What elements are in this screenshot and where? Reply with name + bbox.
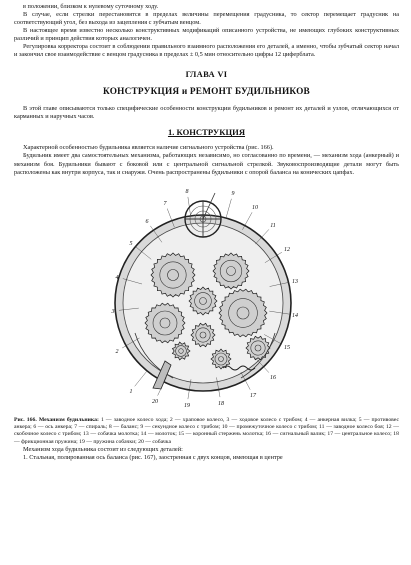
part-number-label: 12 [283,246,290,253]
mechanism-drawing [103,183,303,411]
part-number-label: 20 [151,398,158,405]
part-number-label: 4 [115,274,118,281]
paragraph: В случае, если стрелки перестановятся в пределах величины перемещения градусника, то сектор перемещает градусник на соответствующий угол, без выхода из зацепления с зубчатым венцом. [14,11,399,27]
alarm-clock-mechanism-figure [103,183,303,411]
paragraph: Характерной особенностью будильника является наличие сигнального устройства (рис. 166). [23,144,274,152]
part-number-label: 19 [183,402,190,409]
part-number-label: 7 [163,200,166,207]
part-number-label: 3 [111,308,114,315]
gear-wheel [189,287,217,315]
continuation-text [14,446,399,462]
section-heading: 1. КОНСТРУКЦИЯ [167,127,246,138]
part-number-label: 15 [283,344,290,351]
part-number-label: 17 [249,392,256,399]
part-number-label: 18 [217,400,224,407]
part-number-label: 2 [115,348,118,355]
caption-label: Рис. 166. Механизм будильника: [14,416,99,423]
paragraph: Регулировка корректора состоит в соблюдении правильного взаимного расположения его деталей, а именно, чтобы зубчатый сектор начал и закончил свое взаимодействие с венцом градусника в пределах ± 0,5 мин относительно цифры 12 циферблата. [14,43,399,59]
part-number-label: 9 [231,190,234,197]
paragraph: В настоящее время известно несколько конструктивных модификаций описанного устройства, не имеющих глубоких конструктивных различий и принцип действия которых аналогичен. [14,27,399,43]
part-number-label: 14 [291,312,298,319]
paragraph: 1. Стальная, полированная ось баланса (рис. 167), заостренная с двух концов, имеющая в центре [23,454,283,462]
intro-paragraph: В этой главе описываются только специфические особенности конструкции будильников и ремонт их деталей и узлов, отличающихся от карманных и наручных часов. [14,105,399,121]
part-number-label: 13 [291,278,298,285]
figure-caption [14,417,399,447]
part-number-label: 6 [145,218,148,225]
leader-line [226,198,231,217]
paragraph: в положении, близком к нулевому суточному ходу. [23,3,159,10]
part-number-label: 5 [129,240,132,247]
part-number-label: 10 [251,204,258,211]
part-number-label: 16 [269,374,276,381]
part-number-label: 11 [269,222,276,229]
part-number-label: 8 [185,188,188,195]
paragraph: Механизм хода будильника состоит из следующих деталей: [23,446,183,454]
caption-text: 1 — заводное колесо хода; 2 — храповое колесо, 3 — ходовое колесо с трибом; 4 — анкерная вилка; 5 — противовес анкера; 6 — ось анкера; 7 — спираль; 8 — баланс; 9 — секундное колесо с трибом; 10 — промежуточное колесо с трибом; 11 — заводное колесо боя; 12 — скобочное колесо с трибом; 13 — собачка молотка; 14 — молоток; 15 — коронный стержень молотка; 16 — сигнальный валик; 17 — центральное колесо; 18 — фрикционная пружина; 19 — пружина собачки; 20 — собачка [14,416,400,445]
chapter-heading: ГЛАВА VI [185,69,228,80]
chapter-title: КОНСТРУКЦИЯ и РЕМОНТ БУДИЛЬНИКОВ [103,87,310,98]
leader-line [134,370,147,386]
paragraph: Будильник имеет два самостоятельных механизма, работающих независимо, но согласованно по времени, — механизм хода (анкерный) и механизм боя. Будильники бывают с боковой или с центральной сигнальной стрелкой. Звуковоспроизводящие детали могут быть расположены как внутри корпуса, так и снаружи. Очень распространены будильники с опорой баланса на конических цапфах. [14,152,399,176]
gear-wheel [151,253,195,297]
part-number-label: 1 [129,388,132,395]
